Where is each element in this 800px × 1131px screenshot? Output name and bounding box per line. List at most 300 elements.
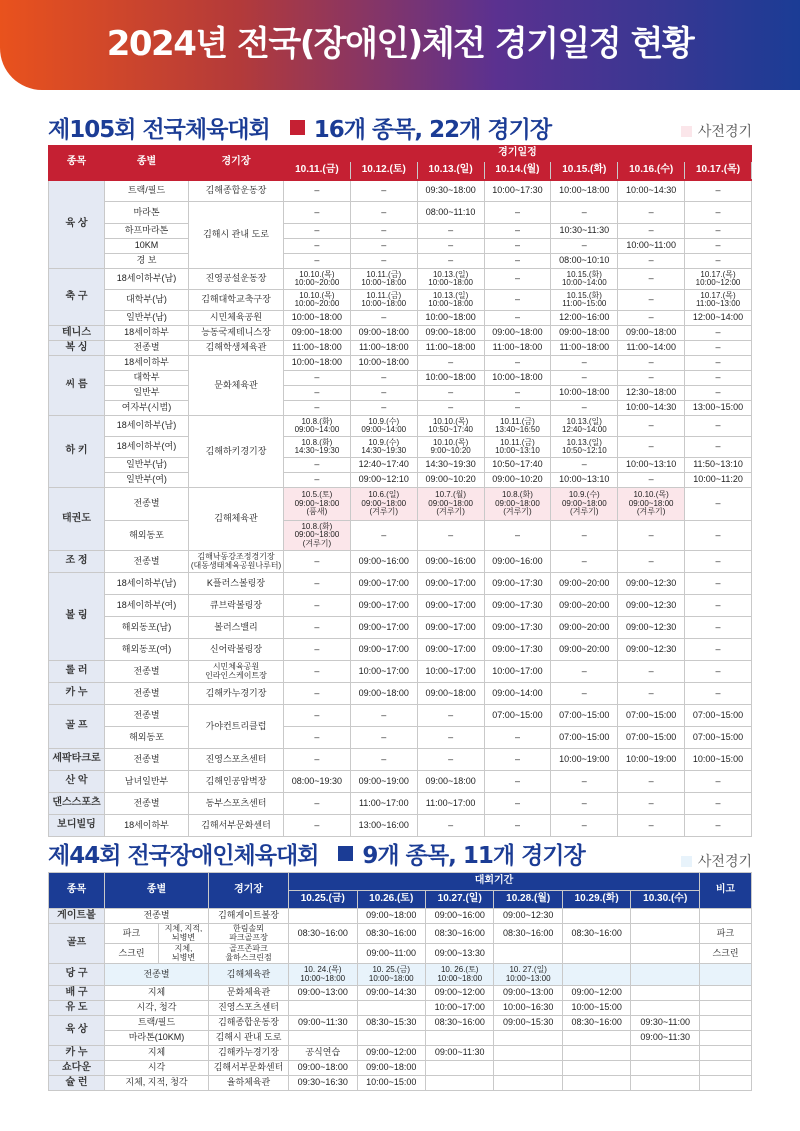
schedule-cell: – — [551, 239, 618, 254]
schedule-cell: 09:00~17:00 — [350, 595, 417, 617]
sport-cell: 하 키 — [49, 416, 105, 488]
schedule-cell: – — [484, 290, 551, 311]
schedule-cell: 10. 24.(목) 10:00~18:00 — [289, 964, 357, 986]
table-row — [49, 1061, 752, 1076]
category-cell: 마라톤(10KM) — [105, 1031, 209, 1046]
schedule-cell: 09:00~17:30 — [484, 595, 551, 617]
schedule-cell: 09:00~17:30 — [484, 617, 551, 639]
table-row — [49, 986, 752, 1001]
venue-cell: 김해카누경기장 — [189, 683, 284, 705]
schedule-cell: 09:00~12:00 — [425, 986, 493, 1001]
legend-label: 사전경기 — [697, 124, 752, 140]
table-row — [49, 356, 752, 371]
table-row — [49, 521, 752, 551]
venue-cell: 진영스포츠센터 — [209, 1001, 289, 1016]
schedule-cell — [631, 944, 700, 964]
schedule-cell: – — [417, 521, 484, 551]
category-cell: 일반부(여) — [105, 473, 189, 488]
category-cell: 시각 — [105, 1061, 209, 1076]
schedule-cell: 07:00~15:00 — [551, 705, 618, 727]
note-cell: 스크린 — [700, 944, 752, 964]
table-row — [49, 1031, 752, 1046]
schedule-cell: 08:30~16:00 — [425, 924, 493, 944]
category-cell: 18세이하부(남) — [105, 269, 189, 290]
schedule-cell: – — [417, 239, 484, 254]
schedule-cell: – — [284, 639, 351, 661]
category-cell: 전종별 — [105, 964, 209, 986]
schedule-cell: – — [417, 401, 484, 416]
category-cell: 해외동포 — [105, 521, 189, 551]
schedule-cell: – — [685, 386, 752, 401]
schedule-cell: – — [551, 458, 618, 473]
category-cell: 대학부 — [105, 371, 189, 386]
category-cell: 해외동포(남) — [105, 617, 189, 639]
title-banner — [0, 0, 800, 90]
schedule-cell: – — [551, 202, 618, 224]
schedule-cell: 10.17.(목) 10:00~12:00 — [685, 269, 752, 290]
section-1-sub: 16개 종목, 22개 경기장 — [313, 116, 552, 143]
venue-cell: 김해학생체육관 — [189, 341, 284, 356]
schedule-cell — [562, 944, 630, 964]
schedule-cell — [425, 1076, 493, 1091]
note-cell — [700, 964, 752, 986]
schedule-cell: – — [350, 749, 417, 771]
venue-cell: 시민체육공원 — [189, 311, 284, 326]
col-venue-header: 경기장 — [189, 146, 284, 180]
schedule-cell: – — [284, 386, 351, 401]
schedule-cell: – — [618, 224, 685, 239]
schedule-cell — [562, 909, 630, 924]
schedule-cell: 10.8.(화) 09:00~18:00 (겨루기) — [284, 521, 351, 551]
schedule-cell: 09:00~11:30 — [289, 1016, 357, 1031]
schedule-cell: – — [284, 793, 351, 815]
schedule-cell: 09:00~16:00 — [417, 551, 484, 573]
category-cell: 하프마라톤 — [105, 224, 189, 239]
category-cell: 지체 — [105, 986, 209, 1001]
schedule-cell: 09:00~17:00 — [350, 617, 417, 639]
schedule-cell: 10:00~17:00 — [425, 1001, 493, 1016]
schedule-cell — [631, 1001, 700, 1016]
schedule-cell — [562, 1046, 630, 1061]
schedule-cell — [494, 1031, 562, 1046]
schedule-cell: 09:00~17:00 — [350, 639, 417, 661]
schedule-cell: 09:00~10:20 — [484, 473, 551, 488]
sport-cell: 카 누 — [49, 683, 105, 705]
schedule-cell: – — [685, 488, 752, 521]
schedule-cell: – — [284, 749, 351, 771]
schedule-cell: – — [284, 458, 351, 473]
schedule-cell: 10:00~18:00 — [350, 356, 417, 371]
sport-cell: 당 구 — [49, 964, 105, 986]
schedule-cell: 10:00~14:30 — [618, 401, 685, 416]
schedule-cell: 10:00~14:30 — [618, 180, 685, 202]
venue-cell: 김해서부문화센터 — [209, 1061, 289, 1076]
schedule-cell: – — [685, 595, 752, 617]
category-cell: 마라톤 — [105, 202, 189, 224]
section-1-legend — [681, 121, 752, 141]
schedule-cell: – — [284, 683, 351, 705]
table-row — [49, 727, 752, 749]
schedule-cell: 10.11.(금) 10:00~13:10 — [484, 437, 551, 458]
schedule-cell: – — [417, 705, 484, 727]
schedule-cell: 10:00~13:10 — [618, 458, 685, 473]
schedule-cell: 10.11.(금) 10:00~18:00 — [350, 269, 417, 290]
venue-cell: 한림솔뫼 파크골프장 — [209, 924, 289, 944]
category-cell: 18세이하부 — [105, 326, 189, 341]
schedule-cell: – — [618, 661, 685, 683]
venue-cell: 김해카누경기장 — [209, 1046, 289, 1061]
category-cell: 전종별 — [105, 683, 189, 705]
schedule-cell: – — [618, 371, 685, 386]
category-cell: 일반부 — [105, 386, 189, 401]
schedule-cell: 09:00~12:30 — [618, 639, 685, 661]
schedule-cell: – — [685, 356, 752, 371]
schedule-cell: – — [551, 771, 618, 793]
schedule-cell: 09:00~20:00 — [551, 595, 618, 617]
table-row — [49, 749, 752, 771]
schedule-cell: 09:00~14:30 — [357, 986, 425, 1001]
table-row — [49, 326, 752, 341]
section-2-sub: 9개 종목, 11개 경기장 — [362, 842, 585, 869]
table-row — [49, 661, 752, 683]
schedule-cell: – — [551, 371, 618, 386]
disability-cell: 지체, 지적, 뇌병변 — [159, 924, 209, 944]
category-cell: 해외동포 — [105, 727, 189, 749]
schedule-cell: 11:00~18:00 — [350, 341, 417, 356]
schedule-cell: – — [350, 224, 417, 239]
schedule-cell: 09:00~18:00 — [618, 326, 685, 341]
col-schedule-header: 경기일정 — [284, 146, 752, 162]
date-header: 10.15.(화) — [551, 162, 618, 180]
schedule-cell: – — [551, 793, 618, 815]
schedule-cell — [357, 1001, 425, 1016]
sport-cell: 태권도 — [49, 488, 105, 551]
schedule-cell: – — [685, 551, 752, 573]
schedule-cell: – — [284, 239, 351, 254]
table-row — [49, 639, 752, 661]
category-cell: 지체 — [105, 1046, 209, 1061]
venue-cell: 김해서부문화센터 — [189, 815, 284, 837]
section-1-name: 제105회 전국체육대회 — [48, 116, 270, 143]
table-row — [49, 371, 752, 386]
schedule-cell: 11:00~18:00 — [284, 341, 351, 356]
schedule-cell: 10.8.(화) 09:00~18:00 (겨루기) — [484, 488, 551, 521]
date-header: 10.29.(화) — [562, 891, 630, 909]
schedule-cell: – — [284, 473, 351, 488]
category-cell: 경 보 — [105, 254, 189, 269]
schedule-cell: 08:30~16:00 — [494, 924, 562, 944]
schedule-cell: 11:00~18:00 — [551, 341, 618, 356]
schedule-cell: 10.13.(일) 12:40~14:00 — [551, 416, 618, 437]
schedule-cell: 10:00~11:20 — [685, 473, 752, 488]
schedule-cell: 09:00~20:00 — [551, 573, 618, 595]
sport-cell: 산 악 — [49, 771, 105, 793]
schedule-cell: – — [618, 473, 685, 488]
schedule-cell: 09:00~17:30 — [484, 573, 551, 595]
schedule-cell: – — [284, 727, 351, 749]
schedule-cell: – — [284, 224, 351, 239]
schedule-cell — [631, 1046, 700, 1061]
schedule-cell: 08:30~16:00 — [425, 1016, 493, 1031]
schedule-cell: – — [284, 661, 351, 683]
schedule-cell: – — [484, 311, 551, 326]
table-row — [49, 202, 752, 224]
schedule-cell: 10.10.(목) 09:00~18:00 (겨루기) — [618, 488, 685, 521]
table-row — [49, 341, 752, 356]
schedule-cell: 09:30~11:00 — [631, 1016, 700, 1031]
schedule-cell — [631, 924, 700, 944]
date-header: 10.11.(금) — [284, 162, 351, 180]
schedule-cell: 07:00~15:00 — [484, 705, 551, 727]
venue-cell: 김해종합운동장 — [209, 1016, 289, 1031]
col-period-header: 대회기간 — [289, 873, 700, 891]
category-cell: 18세이하부(남) — [105, 416, 189, 437]
schedule-cell: 10.5.(토) 09:00~18:00 (품새) — [284, 488, 351, 521]
table-row — [49, 401, 752, 416]
schedule-cell: 09:00~20:00 — [551, 617, 618, 639]
schedule-cell: 10. 27.(일) 10:00~13:00 — [494, 964, 562, 986]
schedule-cell: 10:00~18:00 — [551, 180, 618, 202]
note-cell — [700, 1016, 752, 1031]
category-cell: 지체, 지적, 청각 — [105, 1076, 209, 1091]
sport-cell: 롤 러 — [49, 661, 105, 683]
schedule-cell: – — [284, 401, 351, 416]
schedule-cell: 08:30~16:00 — [562, 924, 630, 944]
date-header: 10.25.(금) — [289, 891, 357, 909]
schedule-cell — [562, 1031, 630, 1046]
sport-cell: 보디빌딩 — [49, 815, 105, 837]
venue-cell: 율하체육관 — [209, 1076, 289, 1091]
schedule-cell: 09:00~18:00 — [551, 326, 618, 341]
schedule-cell: 10.9.(수) 14:30~19:30 — [350, 437, 417, 458]
schedule-cell: 13:00~15:00 — [685, 401, 752, 416]
sport-cell: 씨 름 — [49, 356, 105, 416]
schedule-cell: – — [618, 683, 685, 705]
schedule-cell: – — [484, 749, 551, 771]
date-header: 10.14.(월) — [484, 162, 551, 180]
table-row — [49, 458, 752, 473]
schedule-cell: – — [551, 661, 618, 683]
date-header: 10.30.(수) — [631, 891, 700, 909]
schedule-cell: 07:00~15:00 — [685, 705, 752, 727]
schedule-cell: – — [551, 356, 618, 371]
schedule-cell: – — [350, 521, 417, 551]
category-cell: 일반부(남) — [105, 311, 189, 326]
schedule-cell: 10:00~15:00 — [685, 749, 752, 771]
schedule-cell: 11:00~14:00 — [618, 341, 685, 356]
schedule-cell: – — [350, 239, 417, 254]
schedule-cell: – — [284, 595, 351, 617]
sport-cell: 조 정 — [49, 551, 105, 573]
venue-cell: 신어락볼링장 — [189, 639, 284, 661]
schedule-cell: – — [284, 573, 351, 595]
schedule-cell: – — [350, 371, 417, 386]
sport-cell: 댄스스포츠 — [49, 793, 105, 815]
category-cell: 18세이하부(여) — [105, 595, 189, 617]
schedule-cell: 09:00~17:00 — [417, 573, 484, 595]
schedule-cell: – — [484, 202, 551, 224]
schedule-cell: 10.13.(일) 10:00~18:00 — [417, 290, 484, 311]
schedule-cell: – — [618, 815, 685, 837]
venue-cell: 문화체육관 — [209, 986, 289, 1001]
schedule-cell: – — [685, 793, 752, 815]
schedule-cell: – — [551, 551, 618, 573]
schedule-cell: – — [350, 311, 417, 326]
venue-cell: 김해대학교축구장 — [189, 290, 284, 311]
schedule-cell: 10.13.(일) 10:00~18:00 — [417, 269, 484, 290]
schedule-cell: 08:30~16:00 — [357, 924, 425, 944]
schedule-cell: 10.9.(수) 09:00~14:00 — [350, 416, 417, 437]
schedule-cell: – — [618, 521, 685, 551]
schedule-cell: 08:00~10:10 — [551, 254, 618, 269]
schedule-cell — [425, 1031, 493, 1046]
schedule-cell: 10:00~19:00 — [551, 749, 618, 771]
category-cell: 18세이하부 — [105, 356, 189, 371]
category-cell: 전종별 — [105, 793, 189, 815]
schedule-cell: 10.6.(일) 09:00~18:00 (겨루기) — [350, 488, 417, 521]
schedule-cell: 09:00~17:00 — [350, 573, 417, 595]
schedule-cell: – — [417, 356, 484, 371]
schedule-cell: 12:00~14:00 — [685, 311, 752, 326]
venue-cell: 김해게이트볼장 — [209, 909, 289, 924]
schedule-cell: – — [551, 683, 618, 705]
table-row — [49, 595, 752, 617]
schedule-cell: – — [284, 202, 351, 224]
schedule-cell: 11:00~17:00 — [417, 793, 484, 815]
category-cell: 전종별 — [105, 909, 209, 924]
category-cell: 전종별 — [105, 341, 189, 356]
schedule-cell: 10:00~17:00 — [484, 661, 551, 683]
venue-cell: 문화체육관 — [189, 356, 284, 416]
sport-cell: 육 상 — [49, 180, 105, 269]
table-row — [49, 1046, 752, 1061]
schedule-cell: 10:00~13:10 — [551, 473, 618, 488]
schedule-cell: 09:00~20:00 — [551, 639, 618, 661]
schedule-cell: – — [551, 521, 618, 551]
schedule-cell: 09:00~16:00 — [350, 551, 417, 573]
venue-cell: 김해시 관내 도로 — [189, 202, 284, 269]
schedule-cell: 12:40~17:40 — [350, 458, 417, 473]
table-row — [49, 617, 752, 639]
sport-cell: 배 구 — [49, 986, 105, 1001]
schedule-cell: 09:00~12:30 — [494, 909, 562, 924]
schedule-cell — [494, 1061, 562, 1076]
schedule-cell: 09:00~13:00 — [494, 986, 562, 1001]
category-cell: 트랙/필드 — [105, 180, 189, 202]
schedule-cell: – — [484, 239, 551, 254]
schedule-cell: – — [618, 793, 685, 815]
category-cell: 전종별 — [105, 661, 189, 683]
schedule-cell: – — [417, 727, 484, 749]
schedule-cell: 10.13.(일) 10:50~12:10 — [551, 437, 618, 458]
schedule-cell: 10. 26.(토) 10:00~18:00 — [425, 964, 493, 986]
venue-cell: 김해체육관 — [189, 488, 284, 551]
date-header: 10.28.(월) — [494, 891, 562, 909]
schedule-cell: – — [350, 386, 417, 401]
table-row — [49, 964, 752, 986]
schedule-cell: – — [484, 224, 551, 239]
schedule-cell: 10:00~18:00 — [417, 311, 484, 326]
schedule-cell: – — [618, 269, 685, 290]
schedule-cell — [631, 1061, 700, 1076]
schedule-cell: 10.17.(목) 11:00~13:00 — [685, 290, 752, 311]
venue-cell: 진영스포츠센터 — [189, 749, 284, 771]
table-row — [49, 290, 752, 311]
sport-cell: 게이트볼 — [49, 909, 105, 924]
venue-cell: 동부스포츠센터 — [189, 793, 284, 815]
schedule-cell: – — [284, 617, 351, 639]
table-row — [49, 416, 752, 437]
sport-cell: 축 구 — [49, 269, 105, 326]
schedule-cell: 12:30~18:00 — [618, 386, 685, 401]
schedule-cell — [562, 1061, 630, 1076]
schedule-cell: – — [284, 371, 351, 386]
schedule-cell: – — [685, 180, 752, 202]
venue-cell: 능동국제테니스장 — [189, 326, 284, 341]
schedule-cell: 09:00~12:10 — [350, 473, 417, 488]
schedule-cell: – — [484, 771, 551, 793]
schedule-cell: – — [350, 705, 417, 727]
schedule-table-1 — [48, 145, 752, 837]
note-cell — [700, 1046, 752, 1061]
venue-cell: 볼러스밸리 — [189, 617, 284, 639]
schedule-cell — [494, 1076, 562, 1091]
schedule-cell: 11:00~17:00 — [350, 793, 417, 815]
legend-label-2: 사전경기 — [697, 854, 752, 870]
schedule-cell: 10:00~17:00 — [350, 661, 417, 683]
table-row — [49, 573, 752, 595]
schedule-cell: 09:30~16:30 — [289, 1076, 357, 1091]
schedule-cell: 07:00~15:00 — [685, 727, 752, 749]
note-cell — [700, 1001, 752, 1016]
table-row — [49, 311, 752, 326]
table-row — [49, 771, 752, 793]
disability-cell: 지체, 뇌병변 — [159, 944, 209, 964]
schedule-cell: 10:00~11:00 — [618, 239, 685, 254]
schedule-cell: 07:00~15:00 — [618, 705, 685, 727]
col-venue-header: 경기장 — [209, 873, 289, 909]
venue-cell: 진영공설운동장 — [189, 269, 284, 290]
table-row — [49, 473, 752, 488]
schedule-cell: 09:00~18:00 — [357, 1061, 425, 1076]
schedule-cell: 09:00~12:00 — [562, 986, 630, 1001]
schedule-cell: – — [417, 749, 484, 771]
schedule-cell: 10:00~17:00 — [417, 661, 484, 683]
sport-cell: 쇼다운 — [49, 1061, 105, 1076]
category-cell: 18세이하부(여) — [105, 437, 189, 458]
schedule-cell: – — [484, 254, 551, 269]
sport-cell: 복 싱 — [49, 341, 105, 356]
schedule-cell: 10.10.(목) 10:50~17:40 — [417, 416, 484, 437]
section-2-square-icon — [338, 846, 353, 861]
schedule-cell: 10:00~15:00 — [357, 1076, 425, 1091]
table-row — [49, 793, 752, 815]
schedule-cell — [289, 944, 357, 964]
schedule-cell: – — [484, 793, 551, 815]
sport-cell: 세팍타크로 — [49, 749, 105, 771]
schedule-cell: 07:00~15:00 — [618, 727, 685, 749]
schedule-cell: – — [618, 551, 685, 573]
col-sport-header: 종목 — [49, 146, 105, 180]
schedule-cell: 10.8.(화) 14:30~19:30 — [284, 437, 351, 458]
schedule-cell: 09:00~17:00 — [417, 639, 484, 661]
venue-cell: 큐브락볼링장 — [189, 595, 284, 617]
schedule-cell — [289, 1001, 357, 1016]
note-cell: 파크 — [700, 924, 752, 944]
schedule-cell: 09:00~17:30 — [484, 639, 551, 661]
table-row — [49, 815, 752, 837]
venue-cell: 김해시 관내 도로 — [209, 1031, 289, 1046]
